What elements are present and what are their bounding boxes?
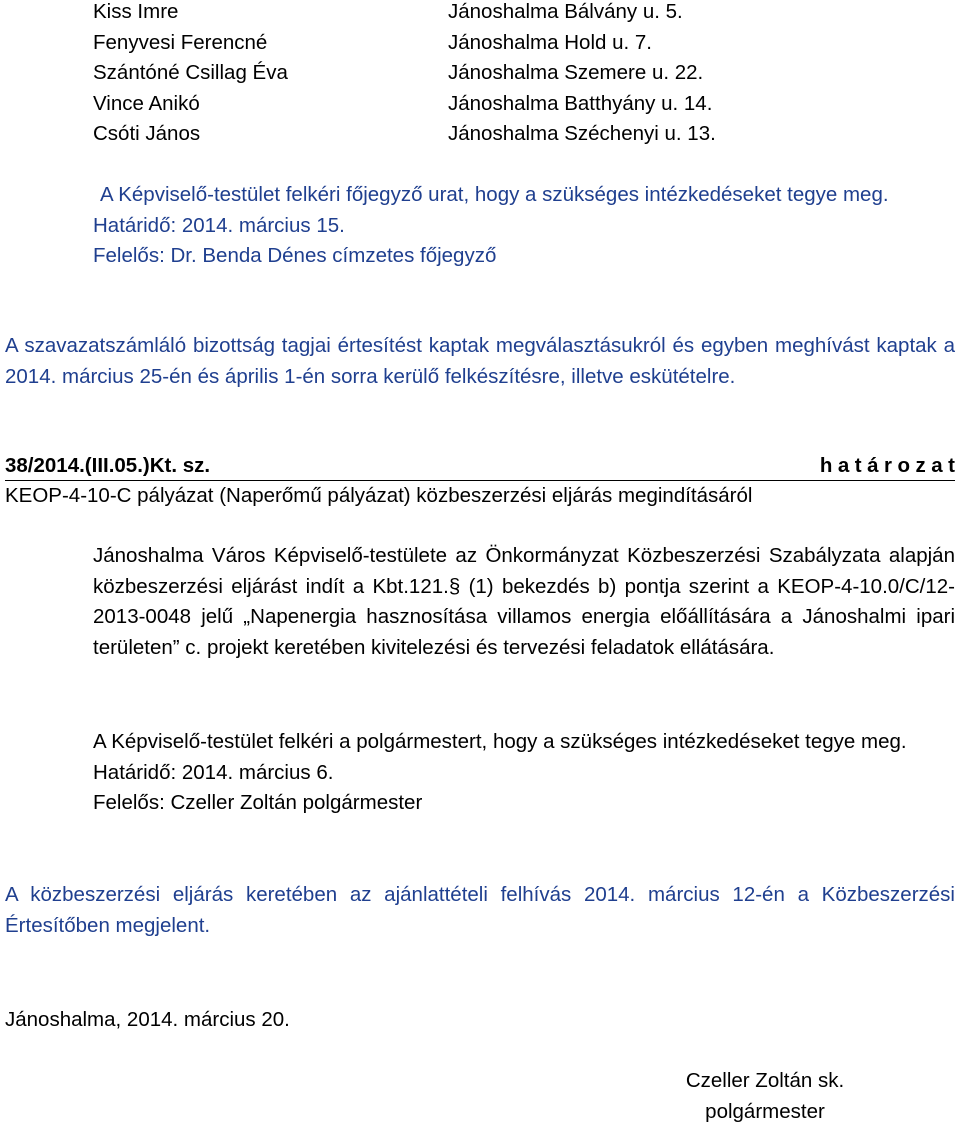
first-request-block	[93, 180, 955, 272]
deadline: Határidő: 2014. március 6.	[93, 758, 955, 789]
procurement-notice-paragraph: A közbeszerzési eljárás keretében az ajánlattételi felhívás 2014. március 12-én a Közbeszerzési Értesítőben megjelent.	[5, 880, 955, 941]
signer-title: polgármester	[650, 1097, 880, 1127]
deadline: Határidő: 2014. március 15.	[93, 211, 955, 242]
request-paragraph: A Képviselő-testület felkéri főjegyző urat, hogy a szükséges intézkedéseket tegye meg.	[93, 180, 955, 211]
name-address-list	[93, 0, 853, 150]
responsible: Felelős: Czeller Zoltán polgármester	[93, 788, 955, 819]
member-name: Kiss Imre	[93, 0, 448, 28]
member-address: Jánoshalma Hold u. 7.	[448, 28, 652, 59]
signature-block	[650, 1066, 880, 1127]
resolution-label: határozat	[820, 451, 960, 480]
list-item	[93, 58, 853, 89]
committee-notice-paragraph: A szavazatszámláló bizottság tagjai értesítést kaptak megválasztásukról és egyben meghívást kaptak a 2014. március 25-én és április 1-én sorra kerülő felkészítésre, illetve eskütételre.	[5, 331, 955, 392]
list-item	[93, 0, 853, 28]
resolution-number: 38/2014.(III.05.)Kt. sz.	[5, 451, 210, 480]
signer-name: Czeller Zoltán sk.	[650, 1066, 880, 1097]
resolution-request-block	[93, 727, 955, 819]
responsible: Felelős: Dr. Benda Dénes címzetes főjegyző	[93, 241, 955, 272]
member-name: Fenyvesi Ferencné	[93, 28, 448, 59]
request-paragraph: A Képviselő-testület felkéri a polgármestert, hogy a szükséges intézkedéseket tegye meg.	[93, 727, 955, 758]
resolution-subject: KEOP-4-10-C pályázat (Naperőmű pályázat) közbeszerzési eljárás megindításáról	[5, 481, 955, 512]
place-date: Jánoshalma, 2014. március 20.	[5, 1005, 290, 1036]
member-name: Szántóné Csillag Éva	[93, 58, 448, 89]
list-item	[93, 89, 853, 120]
member-address: Jánoshalma Batthyány u. 14.	[448, 89, 712, 120]
member-name: Vince Anikó	[93, 89, 448, 120]
list-item	[93, 28, 853, 59]
member-address: Jánoshalma Bálvány u. 5.	[448, 0, 683, 28]
member-name: Csóti János	[93, 119, 448, 150]
resolution-header	[5, 451, 955, 512]
member-address: Jánoshalma Széchenyi u. 13.	[448, 119, 716, 150]
list-item	[93, 119, 853, 150]
member-address: Jánoshalma Szemere u. 22.	[448, 58, 703, 89]
resolution-body: Jánoshalma Város Képviselő-testülete az Önkormányzat Közbeszerzési Szabályzata alapján közbeszerzési eljárást indít a Kbt.121.§ (1) bekezdés b) pontja szerint a KEOP-4-10.0/C/12-2013-0048 jelű „Napenergia hasznosítása villamos energia előállítására a Jánoshalmi ipari területen” c. projekt keretében kivitelezési és tervezési feladatok ellátására.	[93, 541, 955, 663]
